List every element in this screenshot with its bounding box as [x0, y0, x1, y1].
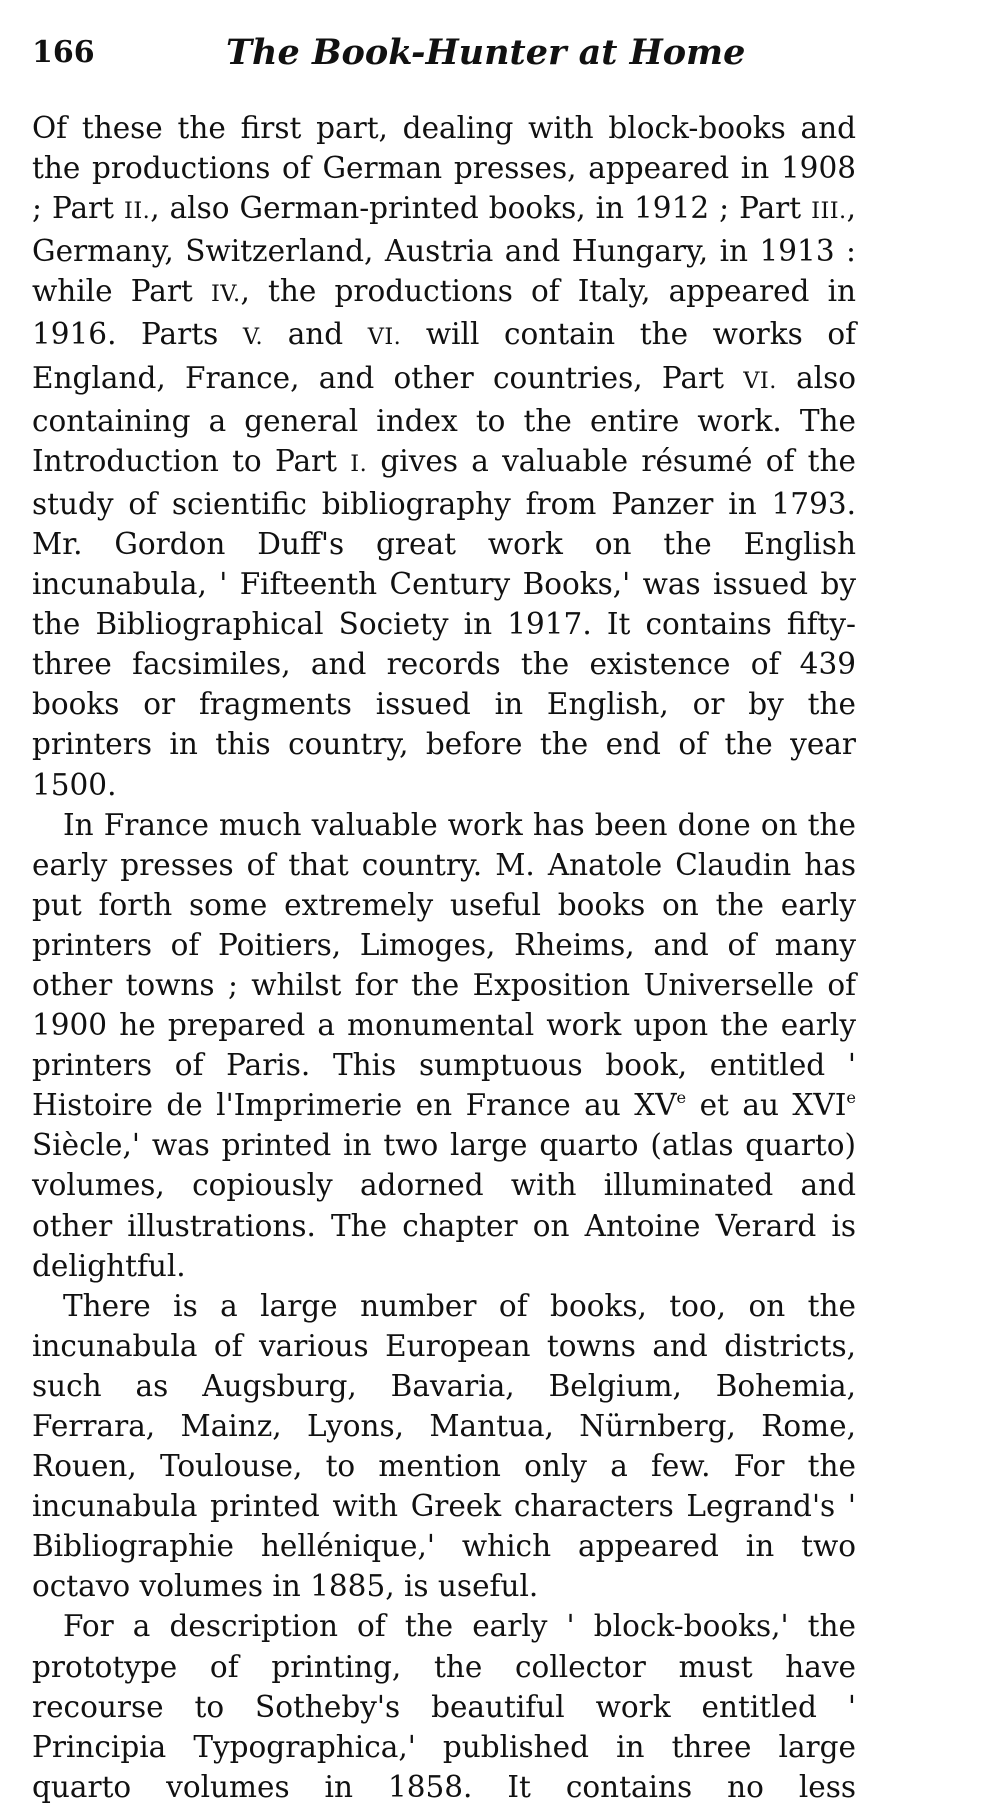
paragraph-4: For a description of the early ' block-books,' the prototype of printing, the collector must have recourse to Sotheby's beautiful work entitled ' Principia Typographica,' published in three large quarto volumes in 1858. It contains no less	[32, 1609, 856, 1804]
part-numeral: I.	[350, 450, 368, 477]
text-segment: , Germany, Switzerland, Austria and Hungary, in 1913 : while Part	[32, 191, 856, 309]
page-header	[32, 28, 862, 78]
text-segment: In France much valuable work has been done on the early presses of that country. M. Anatole Claudin has put forth some extremely useful books on the early printers of Poitiers, Limoges, Rheims, and of many other towns ; whilst for the Exposition Universelle of 1900 he prepared a monumental work upon the early printers of Paris. This sumptuous book, entitled ' Histoire de l'Imprimerie en France au XV	[32, 807, 856, 1123]
text-segment: et au XVI	[686, 1088, 847, 1123]
part-numeral: VI.	[743, 367, 777, 394]
text-segment: Siècle,' was printed in two large quarto (atlas quarto) volumes, copiously adorned with illuminated and other illustrations. The chapter on Antoine Verard is delightful.	[32, 1128, 856, 1283]
text-segment: , the productions of Italy, appeared in 1916. Parts	[32, 274, 857, 352]
page-number: 166	[32, 35, 95, 70]
paragraph-1	[32, 108, 856, 805]
part-numeral: IV.	[210, 281, 241, 308]
text-segment: Of these the first part, dealing with block-books and the productions of German presses, appeared in 1908 ; Part	[32, 111, 856, 226]
superscript: e	[676, 1087, 687, 1107]
text-segment: will contain the works of England, France, and other countries, Part	[32, 317, 856, 395]
part-numeral: VI.	[367, 324, 402, 351]
text-segment: also containing a general index to the entire work. The Introduction to Part	[32, 360, 856, 478]
text-segment: gives a valuable résumé of the study of scientific bibliography from Panzer in 1793. Mr. Gordon Duff's great work on the English incunabula, ' Fifteenth Century Books,' was issued by the Bibliographical Society in 1917. It contains fifty-three facsimiles, and records the existence of 439 books or fragments issued in English, or by the printers in this country, before the end of the year 1500.	[32, 443, 856, 802]
paragraph-2	[32, 805, 856, 1286]
part-numeral: V.	[242, 324, 264, 351]
body-text	[32, 108, 856, 1807]
running-title: The Book-Hunter at Home	[226, 32, 746, 73]
superscript: e	[846, 1087, 856, 1107]
text-segment: , also German-printed books, in 1912 ; Part	[150, 191, 812, 226]
part-numeral: II.	[124, 198, 151, 225]
part-numeral: III.	[811, 198, 847, 225]
paragraph-3: There is a large number of books, too, on the incunabula of various European towns and districts, such as Augsburg, Bavaria, Belgium, Bohemia, Ferrara, Mainz, Lyons, Mantua, Nürnberg, Rome, Rouen, Toulouse, to mention only a few. For the incunabula printed with Greek characters Legrand's ' Bibliographie hellénique,' which appeared in two octavo volumes in 1885, is useful.	[32, 1288, 856, 1604]
text-segment: and	[263, 317, 368, 352]
